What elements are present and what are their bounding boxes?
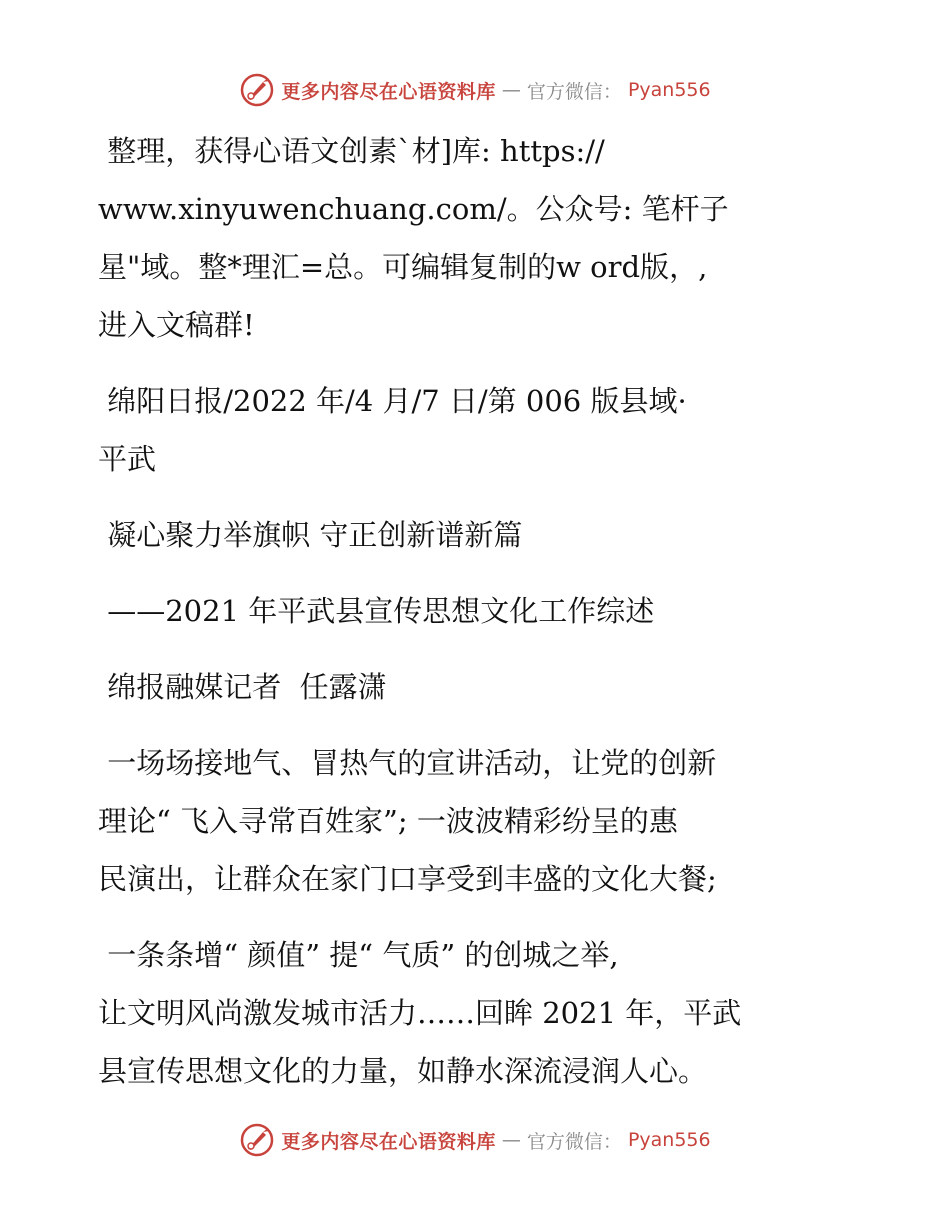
notice-line: www.xinyuwenchuang.com/。公众号: 笔杆子 bbox=[98, 192, 729, 226]
footer-wechat-id: Pyan556 bbox=[627, 1129, 711, 1151]
body-line: 县宣传思想文化的力量，如静水深流浸润人心。 bbox=[98, 1054, 708, 1088]
source-paragraph bbox=[98, 372, 858, 488]
body-line: 理论“ 飞入寻常百姓家”; 一波波精彩纷呈的惠 bbox=[98, 804, 678, 838]
body-paragraph-2 bbox=[98, 926, 858, 1100]
header-banner-content bbox=[239, 72, 710, 108]
article-title-text: 凝心聚力举旗帜 守正创新谱新篇 bbox=[98, 518, 523, 552]
quill-logo-icon bbox=[239, 72, 275, 108]
body-line: 民演出，让群众在家门口享受到丰盛的文化大餐; bbox=[98, 862, 717, 896]
header-banner-dash: — bbox=[501, 79, 521, 101]
notice-paragraph bbox=[98, 122, 858, 354]
body-paragraph-1 bbox=[98, 734, 858, 908]
notice-line: 星"域。整*理汇=总。可编辑复制的w ord版，, bbox=[98, 250, 708, 284]
footer-wechat-label: 官方微信： bbox=[526, 1130, 622, 1153]
header-wechat-id: Pyan556 bbox=[627, 79, 711, 101]
quill-logo-icon bbox=[239, 1122, 275, 1158]
article-byline bbox=[98, 658, 858, 716]
header-wechat-label: 官方微信： bbox=[526, 80, 622, 103]
body-line: 一条条增“ 颜值” 提“ 气质” 的创城之举, bbox=[98, 938, 619, 972]
footer-banner-content bbox=[239, 1122, 710, 1158]
article-byline-text: 绵报融媒记者 任露潇 bbox=[98, 670, 387, 704]
document-body bbox=[98, 122, 858, 1118]
header-banner bbox=[0, 70, 950, 110]
source-line: 绵阳日报/2022 年/4 月/7 日/第 006 版县域· bbox=[98, 384, 687, 418]
footer-banner bbox=[0, 1120, 950, 1160]
header-banner-text: 更多内容尽在心语资料库 bbox=[281, 80, 496, 103]
article-title bbox=[98, 506, 858, 564]
body-line: 一场场接地气、冒热气的宣讲活动，让党的创新 bbox=[98, 746, 717, 780]
footer-banner-dash: — bbox=[501, 1129, 521, 1151]
notice-line: 进入文稿群! bbox=[98, 308, 255, 342]
article-subtitle-text: ——2021 年平武县宣传思想文化工作综述 bbox=[98, 594, 655, 628]
source-line: 平武 bbox=[98, 442, 157, 476]
article-subtitle bbox=[98, 582, 858, 640]
notice-line: 整理，获得心语文创素`材]库: https:// bbox=[98, 134, 605, 168]
body-line: 让文明风尚激发城市活力……回眸 2021 年，平武 bbox=[98, 996, 742, 1030]
footer-banner-text: 更多内容尽在心语资料库 bbox=[281, 1130, 496, 1153]
